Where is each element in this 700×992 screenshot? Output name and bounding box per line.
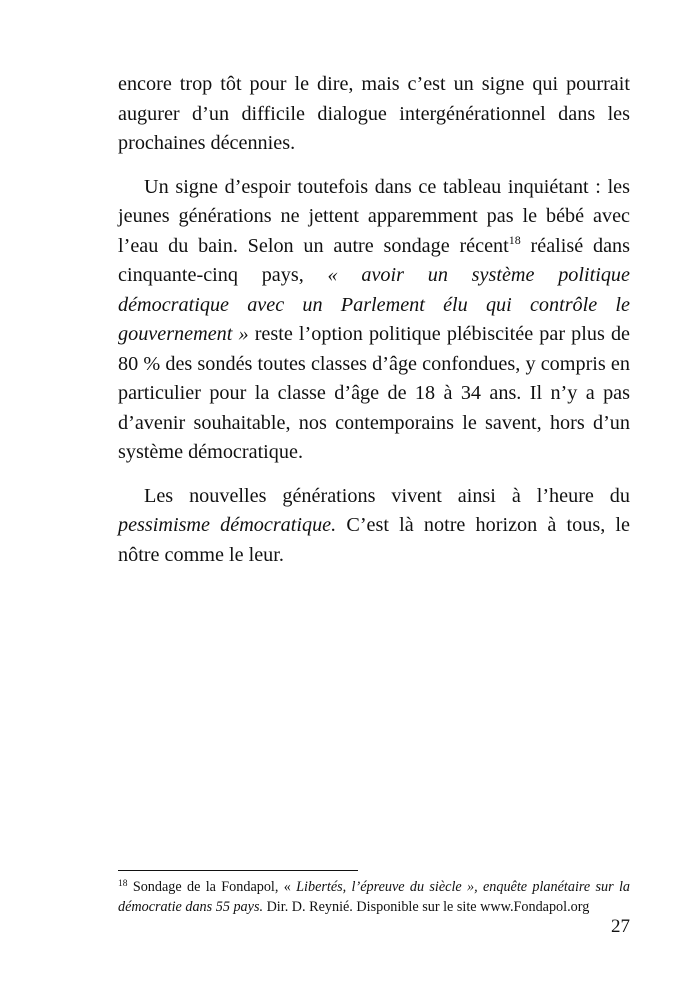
footnote-number: 18: [118, 879, 128, 889]
paragraph-3: [118, 482, 630, 571]
paragraph-1: [118, 70, 630, 159]
footnote-text-b: Dir. D. Reynié. Disponible sur le site www.Fondapol.org: [263, 898, 590, 915]
paragraph-2-text-b: réalisé dans cinquante-cinq pays,: [118, 234, 631, 286]
page-body: [118, 70, 630, 570]
footnote-italic: Libertés, l’épreuve du siècle », enquête planétaire sur la démocratie dans 55 pays.: [118, 879, 630, 915]
paragraph-2: [118, 173, 630, 468]
paragraph-2-text-a: Un signe d’espoir toutefois dans ce tableau inquiétant : les jeunes générations ne jettent apparemment pas le bébé avec l’eau du bain. Selon un autre sondage récent: [118, 175, 630, 257]
footnote: [118, 878, 630, 917]
paragraph-3-text-b: C’est là notre horizon à tous, le nôtre comme le leur.: [118, 514, 630, 566]
paragraph-3-italic: pessimisme démocratique.: [118, 514, 337, 536]
page-number: 27: [611, 916, 630, 937]
paragraph-2-quote: « avoir un système politique démocratique avec un Parlement élu qui contrôle le gouvernement »: [118, 264, 630, 345]
paragraph-1-text: encore trop tôt pour le dire, mais c’est un signe qui pourrait augurer d’un difficile dialogue intergénérationnel dans les prochaines décennies.: [118, 73, 630, 154]
footnote-text-a: Sondage de la Fondapol, «: [127, 879, 297, 895]
paragraph-2-text-c: reste l’option politique plébiscitée par plus de 80 % des sondés toutes classes d’âge confondues, y compris en particulier pour la classe d’âge de 18 à 34 ans. Il n’y a pas d’avenir souhaitable, nos contemporains le savent, hors d’un système démocratique.: [118, 323, 631, 463]
footnote-divider: [118, 870, 358, 871]
footnote-reference: 18: [508, 232, 521, 247]
paragraph-3-text-a: Les nouvelles générations vivent ainsi à l’heure du: [144, 484, 630, 507]
